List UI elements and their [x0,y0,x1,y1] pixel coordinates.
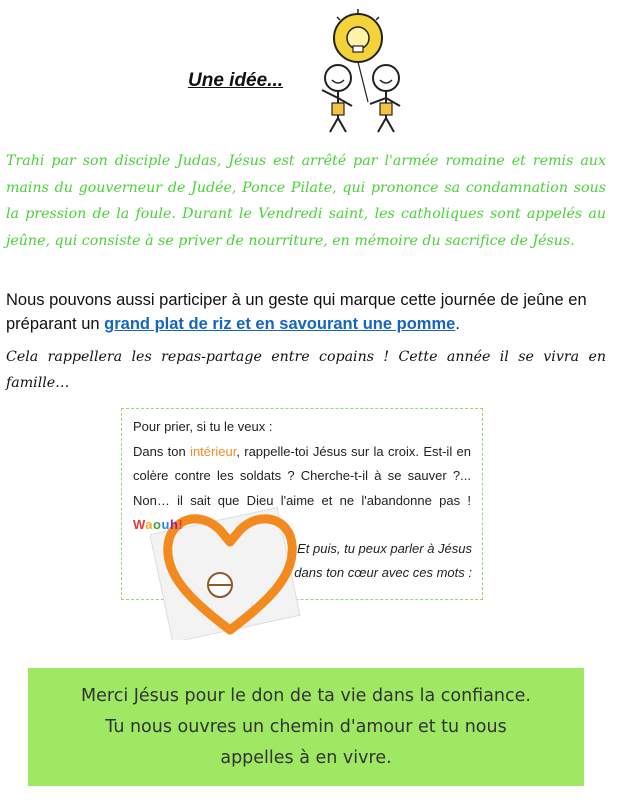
prayer-text [133,415,471,538]
prayer-closing-1: Et puis, tu peux parler à Jésus [297,541,472,556]
gesture-link[interactable]: grand plat de riz et en savourant une pomme [104,315,456,333]
story-paragraph: Trahi par son disciple Judas, Jésus est arrêté par l'armée romaine et remis aux mains du gouverneur de Judée, Ponce Pilate, qui prononce sa condamnation sous la pression de la foule. Durant le Vendredi saint, les catholiques sont appelés au jeûne, qui consiste à se priver de nourriture, en mémoire du sacrifice de Jésus. [6,153,606,249]
sharing-paragraph: Cela rappellera les repas-partage entre copains ! Cette année il se vivra en famille… [6,349,606,391]
prayer-line-b: , rappelle-toi Jésus sur la croix. Est-il en colère contre les soldats ? Cherche-t-il à se sauver ?... Non… il sait que Dieu l'aime et ne l'abandonne pas ! [133,443,471,508]
prayer-intro: Pour prier, si tu le veux : [133,419,273,434]
banner-text [46,681,566,774]
wow-badge: Waouh! [133,517,184,532]
gesture-paragraph [6,288,616,336]
prayer-line-a: Dans ton [133,443,191,459]
children-with-lightbulb-balloon-icon [300,8,440,138]
banner-line-3: appelles à en vivre. [220,747,392,768]
prayer-highlight: intérieur [190,443,237,459]
prayer-closing-2: dans ton cœur avec ces mots : [294,565,472,580]
prayer-closing [278,537,472,585]
banner-line-1: Merci Jésus pour le don de ta vie dans la confiance. [81,685,531,706]
gesture-text-after: . [455,315,460,333]
page-title: Une idée... [188,70,284,91]
banner-line-2: Tu nous ouvres un chemin d'amour et tu nous [105,716,507,737]
prayer-banner [28,668,584,786]
gesture-text-before: Nous pouvons aussi participer à un geste qui marque cette journée de jeûne en préparant un [6,291,587,333]
